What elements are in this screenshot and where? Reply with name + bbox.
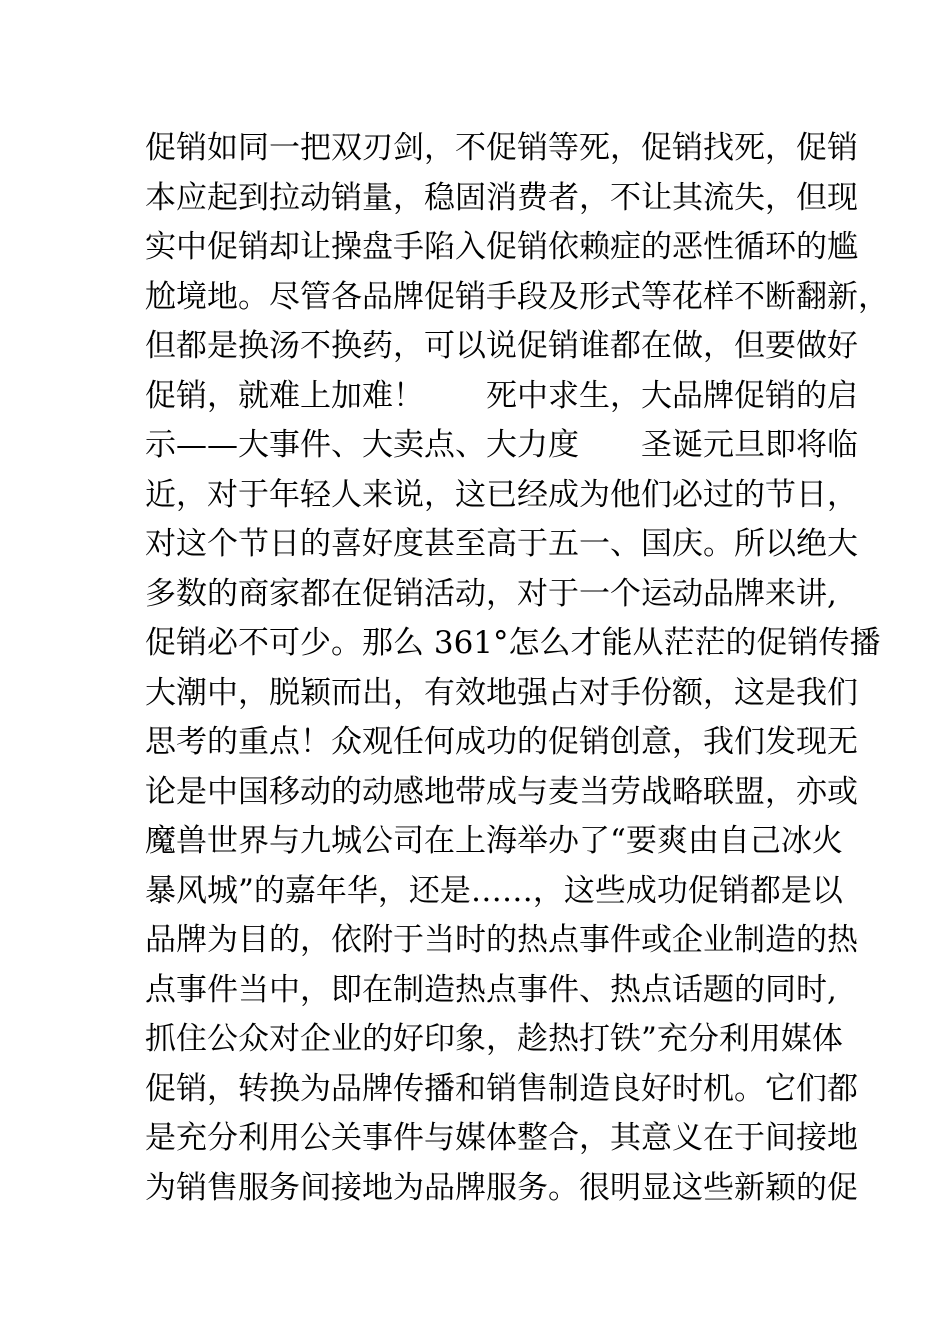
text-line: 大潮中，脱颖而出，有效地强占对手份额，这是我们 [145, 674, 858, 711]
text-line: 实中促销却让操盘手陷入促销依赖症的恶性循环的尴 [145, 229, 858, 265]
text-line: 本应起到拉动销量，稳固消费者，不让其流失，但现 [145, 179, 858, 216]
body-paragraph [145, 124, 889, 1213]
text-line: 尬境地。尽管各品牌促销手段及形式等花样不断翻新， [145, 278, 889, 315]
text-line: 思考的重点！众观任何成功的促销创意，我们发现无 [145, 724, 858, 760]
text-line: 多数的商家都在促销活动，对于一个运动品牌来讲, [145, 575, 837, 612]
text-line: 但都是换汤不换药，可以说促销谁都在做，但要做好 [145, 328, 858, 364]
text-line: 品牌为目的，依附于当时的热点事件或企业制造的热 [145, 922, 858, 958]
text-line: 抓住公众对企业的好印象，趁热打铁”充分利用媒体 [145, 1021, 843, 1057]
text-line: 暴风城”的嘉年华，还是……，这些成功促销都是以 [145, 872, 843, 909]
text-line: 示——大事件、大卖点、大力度 圣诞元旦即将临 [145, 427, 858, 463]
text-line: 点事件当中，即在制造热点事件、热点话题的同时, [145, 971, 837, 1008]
text-line: 为销售服务间接地为品牌服务。很明显这些新颖的促 [145, 1169, 858, 1206]
text-line: 促销，转换为品牌传播和销售制造良好时机。它们都 [145, 1070, 858, 1107]
text-line: 促销必不可少。那么 361°怎么才能从茫茫的促销传播 [145, 625, 881, 661]
text-line: 近，对于年轻人来说，这已经成为他们必过的节日， [145, 476, 858, 513]
text-line: 是充分利用公关事件与媒体整合，其意义在于间接地 [145, 1120, 858, 1156]
text-line: 论是中国移动的动感地带成与麦当劳战略联盟，亦或 [145, 773, 858, 810]
text-line: 对这个节日的喜好度甚至高于五一、国庆。所以绝大 [145, 526, 858, 562]
text-line: 魔兽世界与九城公司在上海举办了“要爽由自己冰火 [145, 823, 843, 859]
text-line: 促销，就难上加难！ 死中求生，大品牌促销的启 [145, 377, 858, 414]
text-line: 促销如同一把双刃剑，不促销等死，促销找死，促销 [145, 130, 858, 166]
